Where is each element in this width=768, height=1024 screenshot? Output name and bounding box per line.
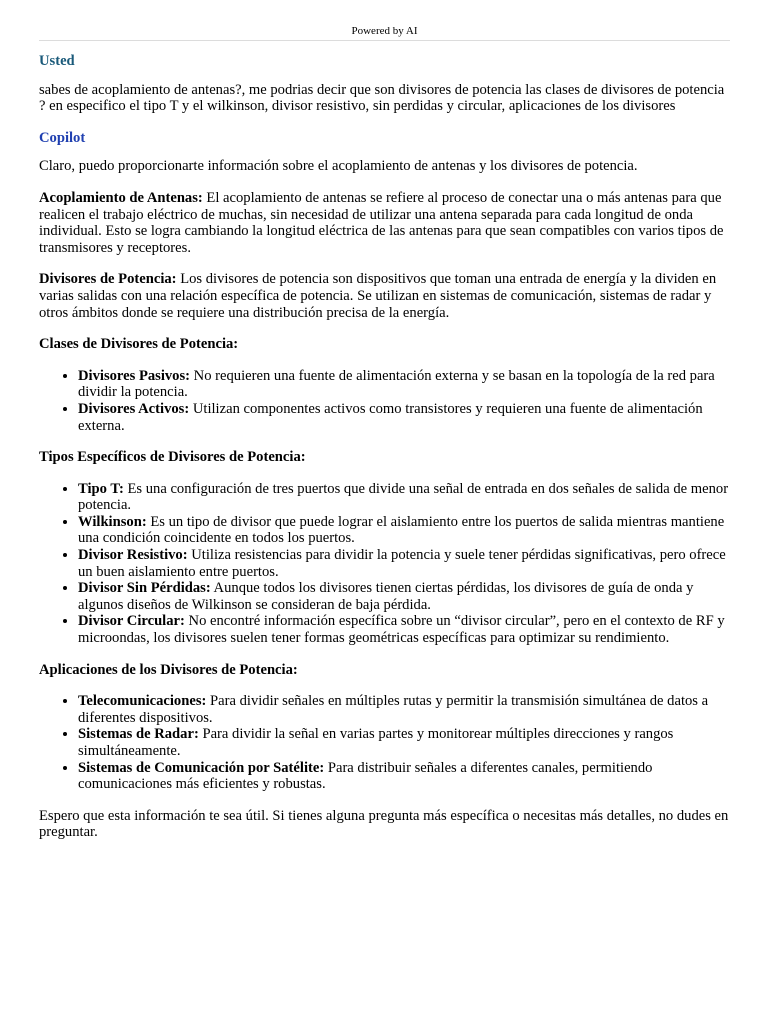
list-item-term: Divisores Pasivos:	[78, 367, 191, 384]
list-item	[78, 726, 730, 759]
list-item-term: Sistemas de Comunicación por Satélite:	[78, 759, 325, 776]
list-item-term: Wilkinson:	[78, 513, 147, 530]
dividers-term: Divisores de Potencia:	[39, 271, 177, 288]
copilot-intro: Claro, puedo proporcionarte información sobre el acoplamiento de antenas y los divisores de potencia.	[39, 158, 638, 175]
classes-list	[39, 368, 730, 434]
copilot-label: Copilot	[39, 129, 86, 146]
types-heading: Tipos Específicos de Divisores de Potencia:	[39, 449, 306, 466]
classes-heading: Clases de Divisores de Potencia:	[39, 336, 239, 353]
user-label: Usted	[39, 53, 75, 69]
dividers-paragraph	[39, 271, 730, 321]
applications-heading: Aplicaciones de los Divisores de Potencia:	[39, 661, 298, 678]
coupling-term: Acoplamiento de Antenas:	[39, 189, 203, 206]
list-item-term: Divisor Sin Pérdidas:	[78, 580, 211, 597]
list-item	[78, 547, 730, 580]
types-list	[39, 481, 730, 647]
list-item	[78, 514, 730, 547]
list-item	[78, 693, 730, 726]
coupling-text: El acoplamiento de antenas se refiere al proceso de conectar una o más antenas para que realicen el trabajo eléctrico de muchas, sin necesidad de utilizar una antena separada para cada longitud de onda individual. Esto se logra cambiando la longitud eléctrica de las antenas para que sean compatibles con varios tipos de transmisores y receptores.	[39, 189, 724, 256]
coupling-paragraph	[39, 190, 730, 256]
list-item	[78, 401, 730, 434]
dividers-text: Los divisores de potencia son dispositivos que toman una entrada de energía y la dividen en varias salidas con una relación específica de potencia. Se utilizan en sistemas de comunicación, sistemas de radar y otros ámbitos donde se requiere una distribución precisa de la energía.	[39, 271, 717, 321]
list-item-text: Aunque todos los divisores tienen ciertas pérdidas, los divisores de guía de onda y algunos diseños de Wilkinson se consideran de baja pérdida.	[78, 580, 694, 613]
list-item-term: Telecomunicaciones:	[78, 693, 207, 710]
powered-by-header: Powered by AI	[39, 0, 730, 41]
list-item-text: Para dividir señales en múltiples rutas y permitir la transmisión simultánea de datos a diferentes dispositivos.	[78, 693, 709, 726]
applications-list	[39, 693, 730, 793]
list-item-term: Divisor Resistivo:	[78, 547, 188, 564]
list-item	[78, 580, 730, 613]
list-item-text: Utiliza resistencias para dividir la potencia y suele tener pérdidas significativas, pero ofrece un buen aislamiento entre puertos.	[78, 547, 726, 580]
list-item-term: Divisores Activos:	[78, 400, 190, 417]
list-item-text: Para dividir la señal en varias partes y monitorear múltiples direcciones y rangos simultáneamente.	[78, 726, 674, 759]
list-item	[78, 613, 730, 646]
closing-paragraph: Espero que esta información te sea útil. Si tienes alguna pregunta más específica o necesitas más detalles, no dudes en preguntar.	[39, 807, 729, 841]
list-item	[78, 481, 730, 514]
list-item-text: No encontré información específica sobre un “divisor circular”, pero en el contexto de RF y microondas, los divisores suelen tener formas geométricas específicas para optimizar su rendimiento.	[78, 613, 725, 647]
list-item-term: Tipo T:	[78, 480, 124, 497]
list-item-text: No requieren una fuente de alimentación externa y se basan en la topología de la red para dividir la potencia.	[78, 367, 715, 401]
list-item-text: Para distribuir señales a diferentes canales, permitiendo comunicaciones más eficientes y robustas.	[78, 759, 653, 793]
list-item-text: Es una configuración de tres puertos que divide una señal de entrada en dos señales de salida de menor potencia.	[78, 480, 729, 514]
list-item	[78, 368, 730, 401]
list-item-term: Sistemas de Radar:	[78, 726, 199, 743]
list-item-term: Divisor Circular:	[78, 613, 185, 630]
list-item	[78, 760, 730, 793]
list-item-text: Utilizan componentes activos como transistores y requieren una fuente de alimentación externa.	[78, 400, 703, 434]
user-message: sabes de acoplamiento de antenas?, me podrias decir que son divisores de potencia las clases de divisores de potencia ? en especifico el tipo T y el wilkinson, divisor resistivo, sin perdidas y circular, aplicaciones de los divisores	[39, 81, 725, 115]
list-item-text: Es un tipo de divisor que puede lograr el aislamiento entre los puertos de salida mientras mantiene una condición coincidente en todos los puertos.	[78, 513, 725, 547]
